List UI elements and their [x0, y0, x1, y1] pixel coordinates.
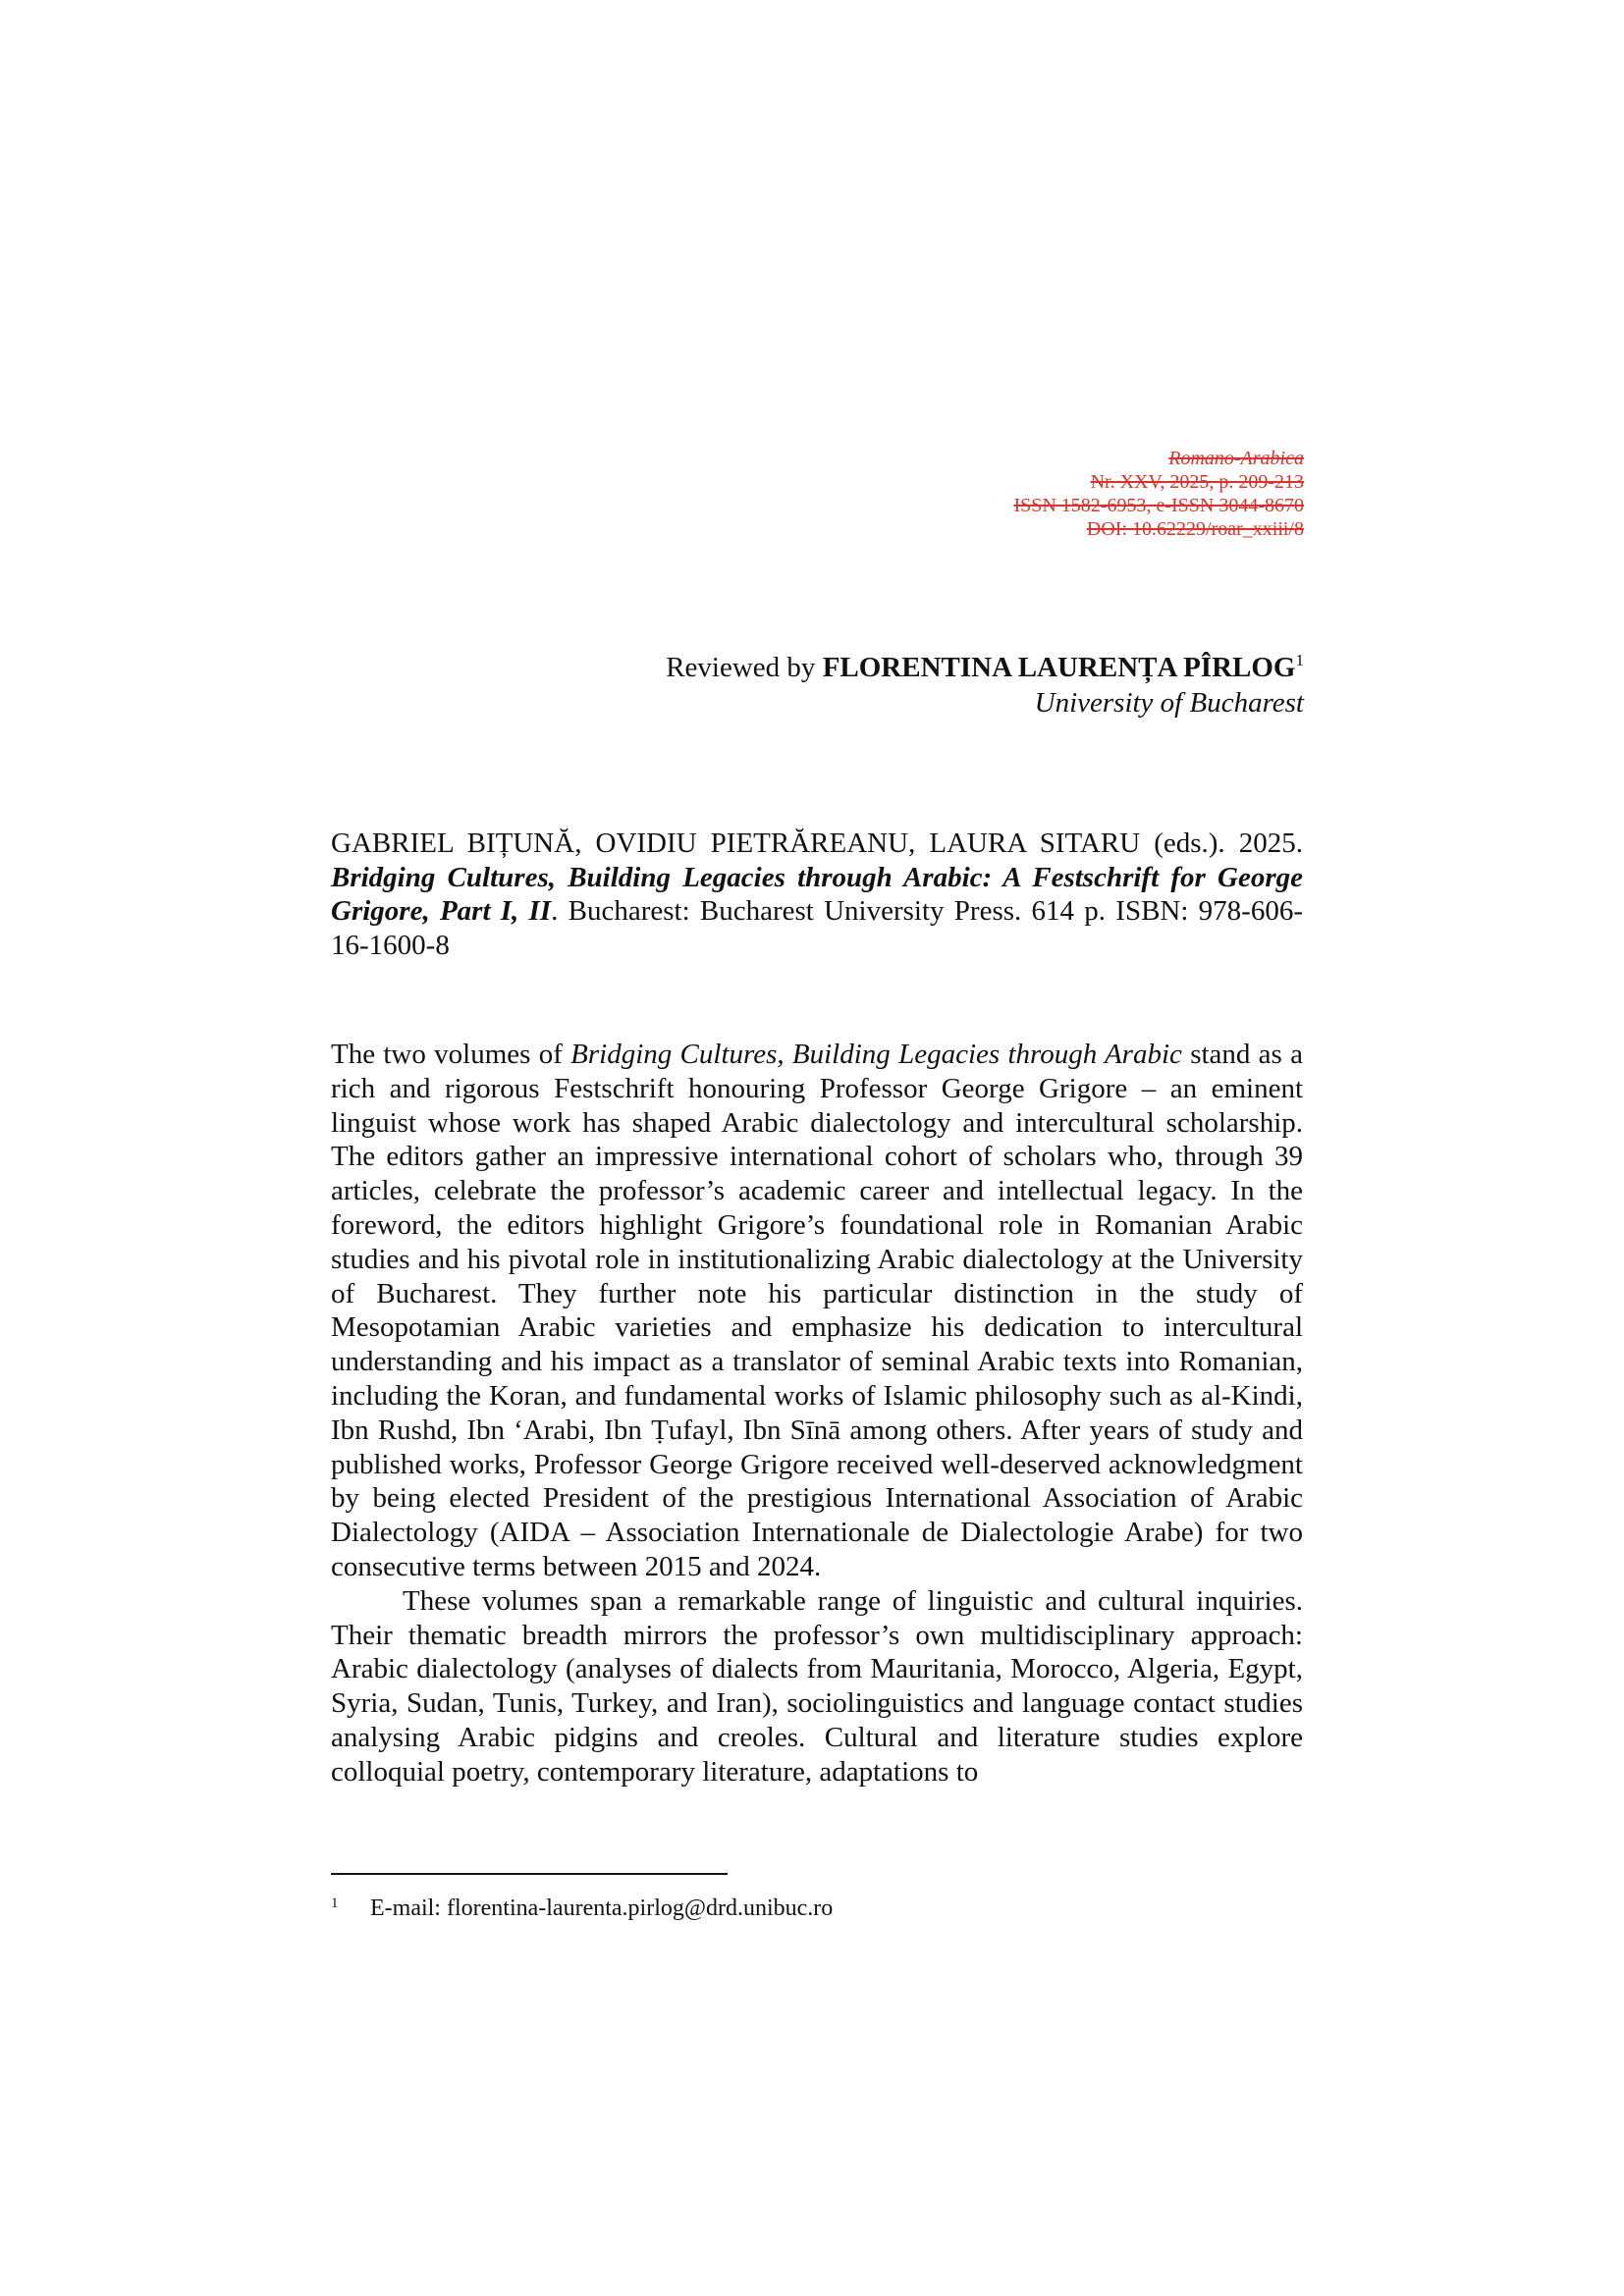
reviewer-block [666, 650, 1304, 721]
issn: ISSN 1582-6953, e-ISSN 3044-8670 [1013, 495, 1304, 516]
paragraph-1-title: Bridging Cultures, Building Legacies through Arabic [570, 1039, 1182, 1070]
journal-header [1013, 447, 1304, 541]
citation-authors: GABRIEL BIȚUNĂ, OVIDIU PIETRĂREANU, LAURA SITARU (eds.). 2025. [331, 828, 1303, 859]
doi: DOI: 10.62229/roar_xxiii/8 [1086, 518, 1304, 540]
paragraph-1 [331, 1038, 1303, 1584]
paragraph-1-rest: stand as a rich and rigorous Festschrift honouring Professor George Grigore – an eminent linguist whose work has shaped Arabic dialectology and intercultural scholarship. The editors gather an impressive international cohort of scholars who, through 39 articles, celebrate the professor’s academic career and intellectual legacy. In the foreword, the editors highlight Grigore’s foundational role in Romanian Arabic studies and his pivotal role in institutionalizing Arabic dialectology at the University of Bucharest. They further note his particular distinction in the study of Mesopotamian Arabic varieties and emphasize his dedication to intercultural understanding and his impact as a translator of seminal Arabic texts into Romanian, including the Koran, and fundamental works of Islamic philosophy such as al-Kindi, Ibn Rushd, Ibn ‘Arabi, Ibn Ṭufayl, Ibn Sīnā among others. After years of study and published works, Professor George Grigore received well-deserved acknowledgment by being elected President of the prestigious International Association of Arabic Dialectology (AIDA – Association Internationale de Dialectologie Arabe) for two consecutive terms between 2015 and 2024. [331, 1039, 1303, 1582]
reviewer-line [666, 650, 1304, 685]
review-body [331, 1038, 1303, 1789]
citation-publication: . Bucharest: Bucharest University Press. 614 p. ISBN: 978-606-16-1600-8 [331, 895, 1303, 961]
journal-name: Romano-Arabica [1168, 448, 1304, 469]
footnote-text: E-mail: florentina-laurenta.pirlog@drd.unibuc.ro [370, 1896, 834, 1921]
reviewer-name: FLORENTINA LAURENȚA PÎRLOG [822, 652, 1296, 683]
book-citation [331, 827, 1303, 962]
paragraph-1-start: The two volumes of [331, 1039, 571, 1070]
citation-book-title: Bridging Cultures, Building Legacies through Arabic: A Festschrift for George Grigore, Part I, II [331, 861, 1303, 927]
footnote [331, 1889, 833, 1923]
reviewer-prefix: Reviewed by [666, 652, 823, 683]
reviewer-affiliation: University of Bucharest [1034, 687, 1304, 719]
footnote-number: 1 [331, 1896, 339, 1911]
issue-pages: Nr. XXV, 2025, p. 209-213 [1090, 471, 1304, 493]
paragraph-2: These volumes span a remarkable range of linguistic and cultural inquiries. Their thematic breadth mirrors the professor’s own multidisciplinary approach: Arabic dialectology (analyses of dialects from Mauritania, Morocco, Algeria, Egypt, Syria, Sudan, Tunis, Turkey, and Iran), sociolinguistics and language contact studies analysing Arabic pidgins and creoles. Cultural and literature studies explore colloquial poetry, contemporary literature, adaptations to [331, 1584, 1303, 1788]
footnote-reference: 1 [1295, 651, 1304, 669]
footnote-divider [331, 1873, 728, 1875]
